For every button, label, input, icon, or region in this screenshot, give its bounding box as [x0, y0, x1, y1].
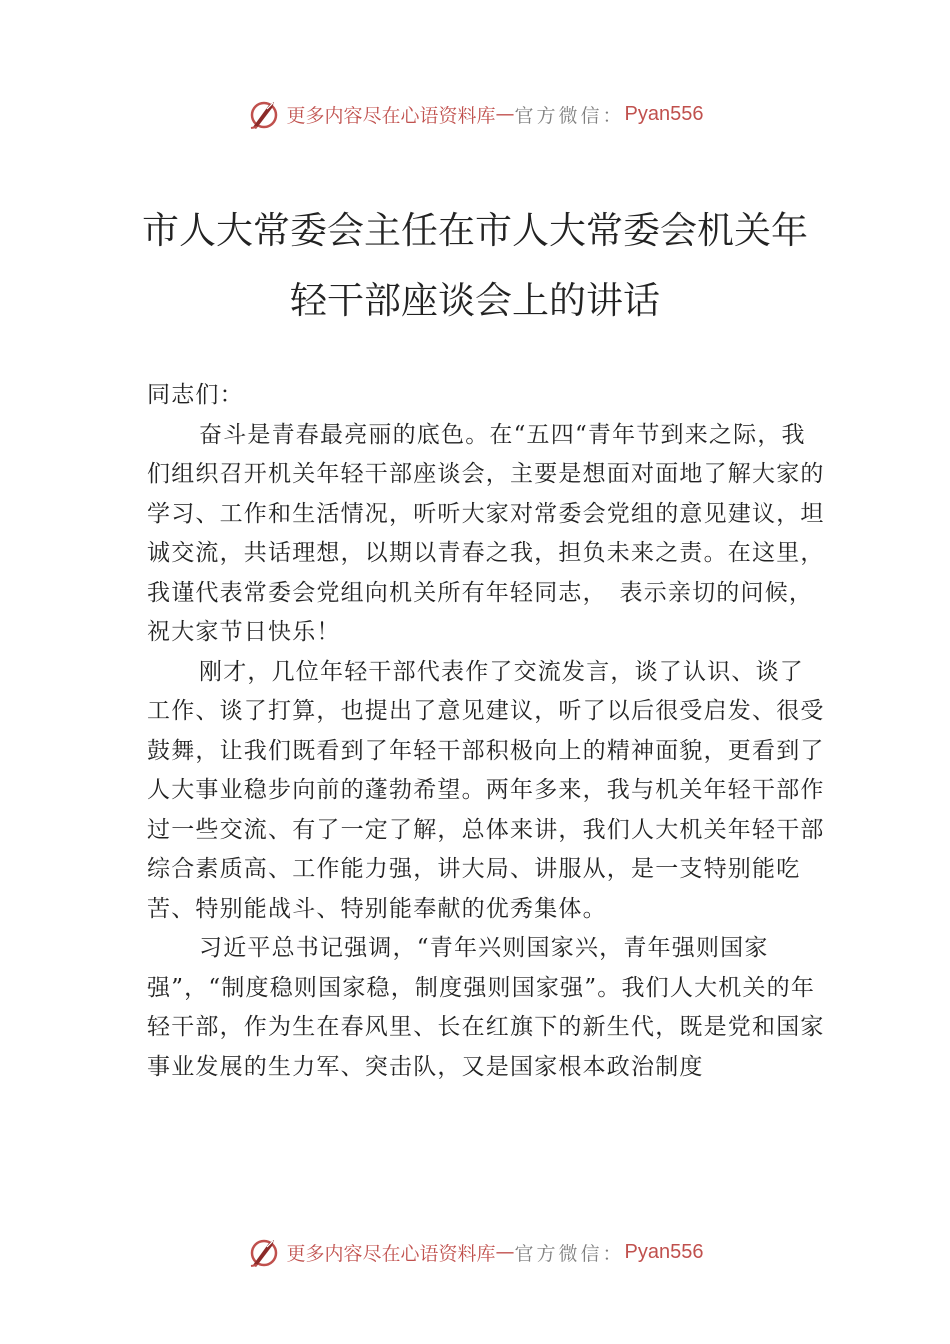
footer-wechat-id: Pyan556	[624, 1240, 704, 1263]
paragraph-1: 奋斗是青春最亮丽的底色。在“五四“青年节到来之际，我们组织召开机关年轻干部座谈会，主要是想面对面地了解大家的学习、工作和生活情况，听听大家对常委会党组的意见建议，坦诚交流，共话理想，以期以青春之我，担负未来之责。在这里，我谨代表常委会党组向机关所有年轻同志， 表示亲切的问候，祝大家节日快乐！	[147, 421, 825, 645]
paragraph-3: 习近平总书记强调，“青年兴则国家兴，青年强则国家强”，“制度稳则国家稳，制度强则国家强”。我们人大机关的年轻干部，作为生在春风里、长在红旗下的新生代，既是党和国家事业发展的生力军、突击队，又是国家根本政治制度	[147, 935, 825, 1080]
document-body	[147, 376, 827, 1087]
banner-left-text: 更多内容尽在心语资料库	[286, 104, 496, 127]
salutation: 同志们：	[147, 382, 244, 408]
pen-quill-logo-icon	[247, 1235, 281, 1269]
title-line-2: 轻干部座谈会上的讲话	[290, 279, 660, 322]
document-title	[0, 196, 950, 336]
paragraph-2: 刚才，几位年轻干部代表作了交流发言，谈了认识、谈了工作、谈了打算，也提出了意见建议，听了以后很受启发、很受鼓舞，让我们既看到了年轻干部积极向上的精神面貌，更看到了人大事业稳步向前的蓬勃希望。两年多来，我与机关年轻干部作过一些交流、有了一定了解，总体来讲，我们人大机关年轻干部综合素质高、工作能力强，讲大局、讲服从，是一支特别能吃苦、特别能战斗、特别能奉献的优秀集体。	[147, 658, 825, 922]
footer-banner	[0, 1232, 950, 1272]
pen-quill-logo-icon	[247, 97, 281, 131]
banner-wechat-id: Pyan556	[624, 102, 704, 125]
banner-official-label: 官方微信：	[514, 104, 625, 127]
banner-separator: —	[495, 103, 515, 125]
header-banner	[0, 94, 950, 134]
footer-separator: —	[495, 1241, 515, 1263]
title-line-1: 市人大常委会主任在市人大常委会机关年	[142, 209, 808, 252]
footer-left-text: 更多内容尽在心语资料库	[286, 1242, 496, 1265]
footer-official-label: 官方微信：	[514, 1242, 625, 1265]
